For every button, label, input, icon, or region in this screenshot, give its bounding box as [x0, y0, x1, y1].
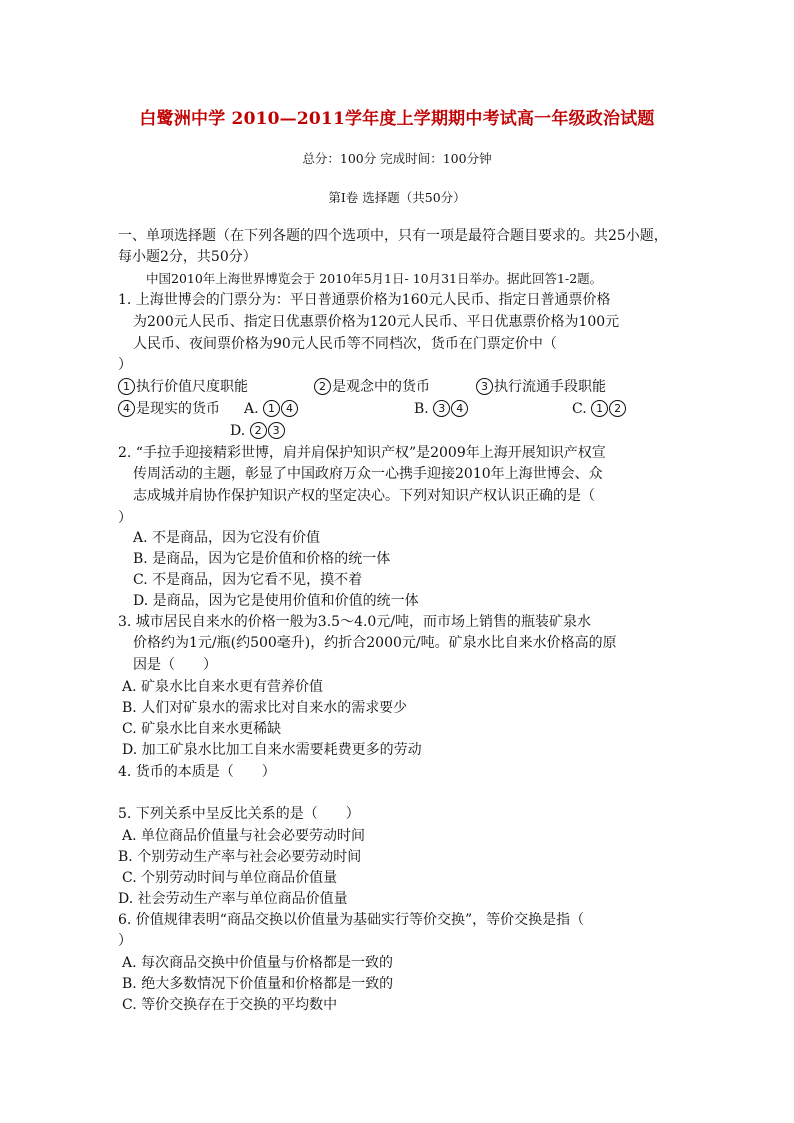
q5-option-d: D. 社会劳动生产率与单位商品价值量 — [118, 891, 348, 907]
q2-option-b: B. 是商品，因为它是价值和价格的统一体 — [133, 551, 391, 567]
q3-stem: 因是（ ） — [133, 657, 217, 673]
q2-option-d: D. 是商品，因为它是使用价值和价值的统一体 — [133, 593, 419, 609]
q3-option-a: A. 矿泉水比自来水更有营养价值 — [122, 679, 324, 695]
q1-option-c: C. 1 2 — [572, 399, 627, 419]
section-instruction: 一、单项选择题（在下列各题的四个选项中，只有一项是最符合题目要求的。共25小题， — [118, 228, 668, 244]
q6-option-c: C. 等价交换存在于交换的平均数中 — [122, 997, 338, 1013]
q1-option-d: D. 2 3 — [230, 421, 286, 441]
q2-stem: 传周活动的主题，彰显了中国政府万众一心携手迎接2010年上海世博会、众 — [133, 466, 603, 482]
q1-stem: 人民币、夜间票价格为90元人民币等不同档次，货币在门票定价中（ — [133, 336, 557, 352]
q3-stem: 价格约为1元/瓶(约500毫升)，约折合2000元/吨。矿泉水比自来水价格高的原 — [133, 635, 617, 651]
q2-option-c: C. 不是商品，因为它看不见，摸不着 — [133, 572, 363, 588]
q5-option-c: C. 个别劳动时间与单位商品价值量 — [122, 870, 338, 886]
circled-number: 3 — [268, 422, 285, 439]
q6-option-b: B. 绝大多数情况下价值量和价格都是一致的 — [122, 976, 394, 992]
q6-stem: ） — [118, 933, 132, 949]
q6-stem: 6. 价值规律表明“商品交换以价值量为基础实行等价交换”，等价交换是指（ — [118, 912, 585, 928]
q1-statement-4: 4 是现实的货币 — [118, 399, 220, 419]
circled-number: 2 — [314, 378, 331, 395]
q1-statement-2: 2 是观念中的货币 — [314, 377, 430, 397]
q5-option-b: B. 个别劳动生产率与社会必要劳动时间 — [118, 849, 362, 865]
q1-statement-1: 1 执行价值尺度职能 — [118, 377, 248, 397]
q6-option-a: A. 每次商品交换中价值量与价格都是一致的 — [122, 955, 394, 971]
q1-stem: 1. 上海世博会的门票分为：平日普通票价格为160元人民币、指定日普通票价格 — [118, 292, 611, 308]
q3-option-b: B. 人们对矿泉水的需求比对自来水的需求要少 — [122, 700, 408, 716]
q1-stem: ） — [118, 357, 132, 373]
exam-title: 白鹭洲中学 2010—2011学年度上学期期中考试高一年级政治试题 — [139, 109, 655, 129]
q3-option-c: C. 矿泉水比自来水更稀缺 — [122, 721, 282, 737]
q3-stem: 3. 城市居民自来水的价格一般为3.5～4.0元/吨，而市场上销售的瓶装矿泉水 — [118, 614, 592, 630]
q2-stem: 2. “手拉手迎接精彩世博，肩并肩保护知识产权”是2009年上海开展知识产权宣 — [118, 445, 606, 461]
circled-number: 2 — [250, 422, 267, 439]
q5-option-a: A. 单位商品价值量与社会必要劳动时间 — [122, 828, 366, 844]
context-text: 中国2010年上海世界博览会于 2010年5月1日- 10月31日举办。据此回答1-2题。 — [146, 271, 603, 286]
volume-heading: 第Ⅰ卷 选择题（共50分） — [328, 190, 466, 205]
score-time-info: 总分：100分 完成时间：100分钟 — [302, 151, 492, 166]
circled-number: 2 — [609, 400, 626, 417]
section-instruction-cont: 每小题2分，共50分） — [118, 249, 257, 265]
circled-number: 4 — [281, 400, 298, 417]
circled-number: 4 — [451, 400, 468, 417]
q3-option-d: D. 加工矿泉水比加工自来水需要耗费更多的劳动 — [122, 742, 422, 758]
circled-number: 1 — [591, 400, 608, 417]
circled-number: 3 — [476, 378, 493, 395]
q4-stem: 4. 货币的本质是（ ） — [118, 764, 276, 780]
q5-stem: 5. 下列关系中呈反比关系的是（ ） — [118, 806, 360, 822]
circled-number: 1 — [263, 400, 280, 417]
circled-number: 4 — [118, 400, 135, 417]
q1-statement-3: 3 执行流通手段职能 — [476, 377, 606, 397]
q1-option-a: A. 1 4 — [244, 399, 299, 419]
q1-option-b: B. 3 4 — [414, 399, 469, 419]
q2-stem: ） — [118, 510, 132, 526]
q2-option-a: A. 不是商品，因为它没有价值 — [133, 530, 321, 546]
circled-number: 3 — [433, 400, 450, 417]
q1-stem: 为200元人民币、指定日优惠票价格为120元人民币、平日优惠票价格为100元 — [133, 314, 620, 330]
circled-number: 1 — [118, 378, 135, 395]
q2-stem: 志成城并肩协作保护知识产权的坚定决心。下列对知识产权认识正确的是（ — [133, 488, 595, 504]
